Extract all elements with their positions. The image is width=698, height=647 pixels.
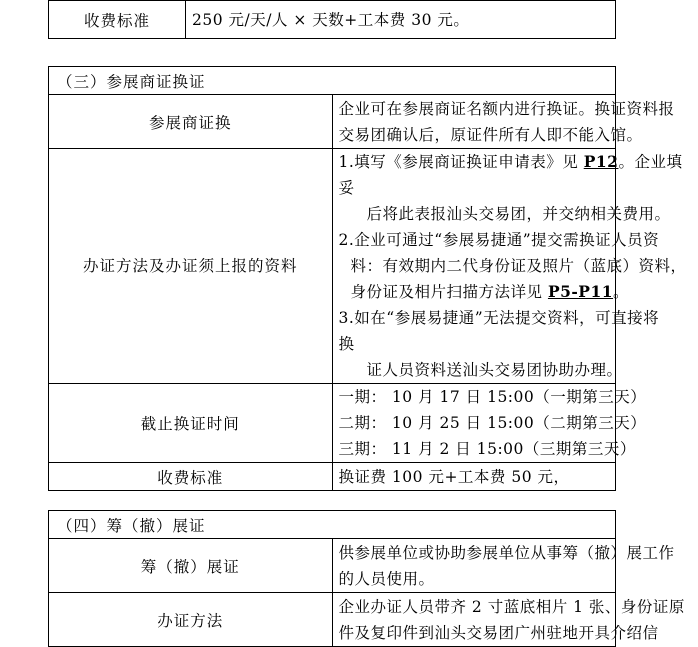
method-line-6-pre: 身份证及相片扫描方法详见 (350, 283, 548, 301)
method-line-5: 料：有效期内二代身份证及照片（蓝底）资料， (350, 257, 687, 275)
method-line-2: 妥 (338, 179, 355, 197)
method-line-1-post: 。企业填 (618, 153, 683, 171)
deadline-phase-2: 二期： 10 月 25 日 15:00（二期第三天） (338, 414, 647, 432)
fee-label: 收费标准 (49, 1, 186, 39)
deadline-label: 截止换证时间 (49, 384, 333, 463)
method-line-6 (339, 279, 630, 305)
fee-text (186, 1, 616, 39)
prep-label: 筹（撤）展证 (49, 539, 333, 593)
method-line-1 (338, 149, 683, 175)
method-line-3: 后将此表报汕头交易团，并交纳相关费用。 (366, 205, 671, 223)
table-row (49, 463, 616, 491)
method-text (332, 593, 685, 647)
table-row (49, 149, 616, 384)
exchange-line-1: 企业可在参展商证名额内进行换证。换证资料报 (338, 99, 675, 118)
method-line-1: 企业办证人员带齐 2 寸蓝底相片 1 张、身份证原 (338, 597, 685, 616)
method-line-2: 件及复印件到汕头交易团广州驻地开具介绍信 (338, 623, 659, 642)
exchange-table (48, 66, 687, 491)
fee-text (332, 463, 616, 491)
section-title: （四）筹（撤）展证 (49, 511, 616, 539)
exchange-label: 参展商证换 (49, 95, 333, 149)
method-line-4: 2.企业可通过“参展易捷通”提交需换证人员资 (338, 231, 660, 249)
exchange-line-2: 交易团确认后，原证件所有人即不能入馆。 (338, 125, 643, 144)
prep-line-1: 供参展单位或协助参展单位从事筹（撤）展工作 (338, 543, 675, 562)
section-header-row (49, 511, 616, 539)
method-text (332, 149, 687, 384)
fee-text-line: 换证费 100 元+工本费 50 元， (338, 467, 570, 486)
section-header-row (49, 67, 616, 95)
method-label: 办证方法及办证须上报的资料 (49, 149, 333, 384)
deadline-text (332, 384, 647, 463)
exchange-text (332, 95, 675, 149)
deadline-phase-1: 一期： 10 月 17 日 15:00（一期第三天） (338, 388, 647, 406)
page-ref-p12[interactable]: P12 (583, 152, 619, 171)
method-line-1-pre: 1.填写《参展商证换证申请表》见 (338, 153, 584, 171)
method-label: 办证方法 (49, 593, 333, 647)
method-line-8: 换 (338, 335, 355, 353)
fee-label: 收费标准 (49, 463, 333, 491)
page-ref-p5-p11[interactable]: P5-P11 (547, 282, 614, 301)
prep-text (332, 539, 675, 593)
section-title: （三）参展商证换证 (49, 67, 616, 95)
prep-line-2: 的人员使用。 (338, 569, 435, 588)
table-row (49, 95, 616, 149)
method-line-6-post: 。 (613, 283, 630, 301)
table-row (49, 384, 616, 463)
table-row (49, 593, 616, 647)
method-line-7: 3.如在“参展易捷通”无法提交资料，可直接将 (338, 309, 660, 327)
deadline-phase-3: 三期： 11 月 2 日 15:00（三期第三天） (338, 440, 636, 458)
table-row (49, 539, 616, 593)
setup-pass-table (48, 510, 685, 647)
method-line-9: 证人员资料送汕头交易团协助办理。 (366, 361, 623, 379)
fee-table-top (48, 0, 616, 39)
table-row (49, 1, 616, 39)
fee-text-line: 250 元/天/人 × 天数+工本费 30 元。 (192, 10, 470, 29)
